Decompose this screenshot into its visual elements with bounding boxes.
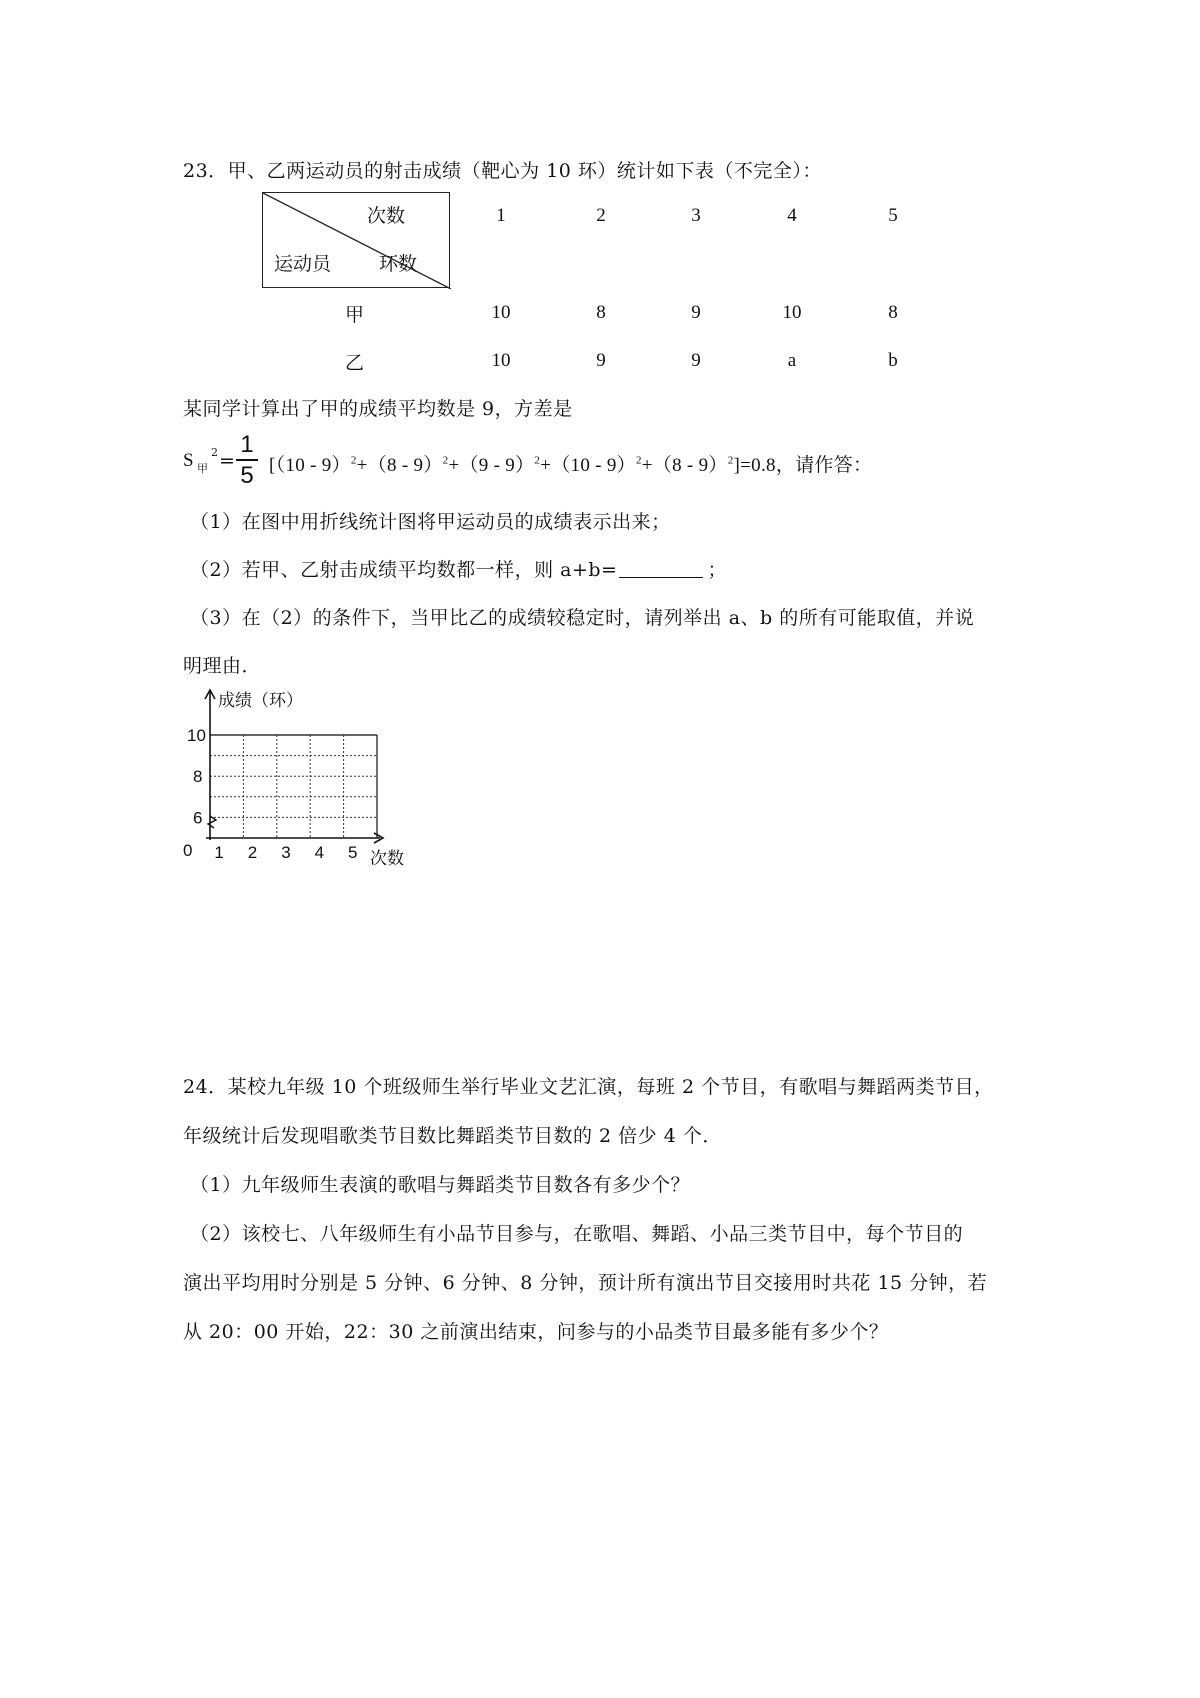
q23-part2-end: ；	[707, 559, 727, 581]
x-tick-label: 3	[281, 843, 291, 862]
formula-equals: =	[219, 450, 235, 472]
table-header-diagonal-cell	[262, 192, 450, 288]
row-label-yi: 乙	[345, 352, 365, 374]
q23-part2	[190, 556, 727, 584]
y-tick-label: 0	[183, 841, 193, 860]
column-header: 4	[787, 205, 797, 226]
header-rings-label: 环数	[379, 253, 418, 275]
fraction-bar	[236, 459, 258, 461]
table-cell: 10	[491, 302, 511, 323]
row-label-jia: 甲	[345, 304, 365, 326]
table-cell: b	[888, 350, 898, 371]
score-line-chart	[180, 688, 460, 878]
q23-part3-line1: （3）在（2）的条件下，当甲比乙的成绩较稳定时，请列举出 a、b 的所有可能取值，并说	[190, 607, 975, 629]
y-tick-label: 10	[187, 726, 206, 745]
table-cell: 10	[782, 302, 802, 323]
q24-line1: 24．某校九年级 10 个班级师生举行毕业文艺汇演，每班 2 个节目，有歌唱与舞蹈两类节目，	[183, 1076, 994, 1098]
table-cell: 9	[691, 302, 701, 323]
header-count-label: 次数	[367, 205, 406, 227]
x-tick-label: 1	[214, 843, 224, 862]
formula-subscript: 甲	[197, 462, 208, 475]
q23-part2-text: （2）若甲、乙射击成绩平均数都一样，则 a+b=	[190, 559, 618, 581]
variance-formula	[183, 432, 963, 492]
answer-blank[interactable]	[619, 559, 703, 578]
column-header: 2	[596, 205, 606, 226]
fraction-denominator: 5	[240, 462, 254, 489]
column-header: 5	[888, 205, 898, 226]
q24-part2-line2: 演出平均用时分别是 5 分钟、6 分钟、8 分钟，预计所有演出节目交接用时共花 15 分钟，若	[183, 1272, 988, 1294]
x-tick-label: 4	[314, 843, 325, 862]
y-tick-label: 8	[193, 767, 203, 787]
table-cell: 8	[596, 302, 606, 323]
x-tick-label: 2	[247, 843, 258, 862]
x-axis-title: 次数	[370, 849, 404, 868]
fraction	[236, 432, 258, 489]
column-header: 1	[496, 205, 506, 226]
q23-intro: 某同学计算出了甲的成绩平均数是 9，方差是	[183, 398, 573, 420]
q24-part2-line3: 从 20：00 开始，22：30 之前演出结束，问参与的小品类节目最多能有多少个？	[183, 1321, 889, 1343]
q24-line2: 年级统计后发现唱歌类节目数比舞蹈类节目数的 2 倍少 4 个．	[183, 1125, 722, 1147]
q23-title: 23．甲、乙两运动员的射击成绩（靶心为 10 环）统计如下表（不完全）：	[183, 160, 822, 182]
formula-body: [（10 - 9）$^2$+（8 - 9）$^2$+（9 - 9）$^2$+（10 - 9）$^2$+（8 - 9）$^2$]=0.8，请作答：	[269, 454, 873, 476]
q23-part3-line2: 明理由．	[183, 655, 262, 677]
formula-superscript: 2	[211, 446, 218, 459]
q23-part1: （1）在图中用折线统计图将甲运动员的成绩表示出来；	[190, 511, 671, 533]
y-axis-title: 成绩（环）	[218, 691, 303, 710]
fraction-numerator: 1	[240, 431, 254, 458]
table-cell: 8	[888, 302, 898, 323]
table-cell: 9	[596, 350, 606, 371]
x-tick-label: 5	[348, 843, 358, 862]
table-cell: a	[787, 350, 797, 371]
table-cell: 10	[491, 350, 511, 371]
header-athlete-label: 运动员	[274, 253, 332, 275]
y-tick-label: 6	[193, 808, 203, 828]
column-header: 3	[691, 205, 701, 226]
q24-part1: （1）九年级师生表演的歌唱与舞蹈类节目数各有多少个？	[190, 1174, 691, 1196]
q24-part2-line1: （2）该校七、八年级师生有小品节目参与，在歌唱、舞蹈、小品三类节目中，每个节目的	[190, 1223, 964, 1245]
formula-s: S	[183, 450, 194, 471]
table-cell: 9	[691, 350, 701, 371]
